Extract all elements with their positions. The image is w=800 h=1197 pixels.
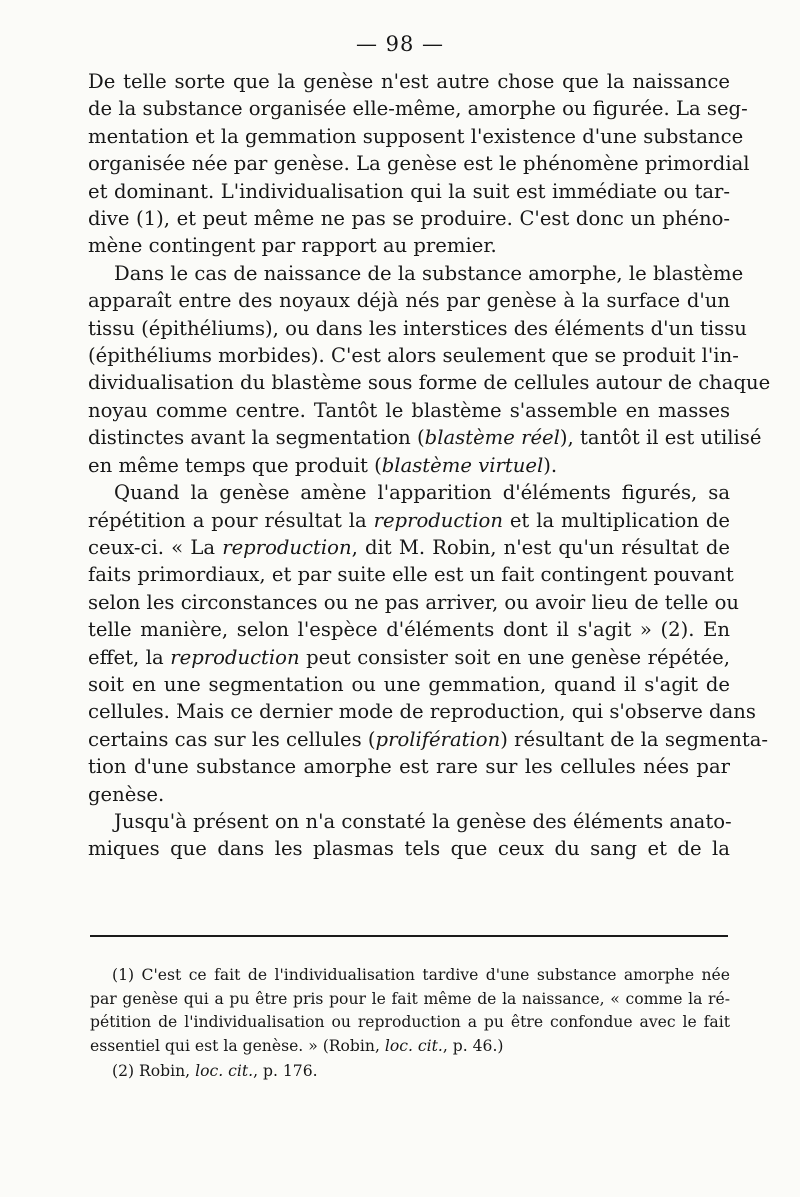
italic-term: reproduction — [373, 508, 503, 532]
paragraph-1 — [88, 68, 750, 260]
text-run: en même temps que produit ( — [88, 453, 382, 477]
text-run: ), tantôt il est utilisé — [559, 426, 762, 450]
text-line — [88, 534, 730, 561]
text-line: de la substance organisée elle-même, amorphe ou figurée. La seg- — [88, 97, 748, 121]
body-text — [88, 68, 771, 863]
italic-term: loc. cit. — [195, 1062, 254, 1081]
text-line: Quand la genèse amène l'apparition d'éléments figurés, sa — [114, 481, 730, 505]
page-number: — 98 — — [355, 32, 445, 56]
text-line — [88, 452, 730, 479]
text-line: mène contingent par rapport au premier. — [88, 234, 497, 258]
text-run: et la multiplication de — [502, 508, 730, 532]
text-line — [88, 507, 730, 534]
text-line: genèse. — [88, 782, 165, 806]
footnote-line — [90, 1060, 730, 1084]
text-run: (2) Robin, — [112, 1062, 196, 1081]
paragraph-3 — [88, 479, 768, 808]
text-line — [88, 644, 730, 671]
italic-term: prolifération — [375, 727, 501, 751]
text-line: tion d'une substance amorphe est rare sur les cellules nées par — [88, 755, 730, 779]
text-run: effet, la — [88, 645, 171, 669]
text-line — [88, 424, 762, 451]
italic-term: reproduction — [222, 535, 352, 559]
text-line: soit en une segmentation ou une gemmation, quand il s'agit de — [88, 672, 730, 696]
text-line: dive (1), et peut même ne pas se produire. C'est donc un phéno- — [88, 207, 730, 231]
text-line: telle manière, selon l'espèce d'éléments dont il s'agit » (2). En — [88, 618, 730, 642]
text-line: et dominant. L'individualisation qui la suit est immédiate ou tar- — [88, 179, 730, 203]
text-run: , p. 46.) — [442, 1036, 504, 1055]
text-line: Dans le cas de naissance de la substance amorphe, le blastème — [114, 261, 744, 285]
text-line — [88, 726, 768, 753]
text-run: , dit M. Robin, n'est qu'un résultat de — [351, 535, 730, 559]
footnote-line: par genèse qui a pu être pris pour le fait même de la naissance, « comme la ré- — [90, 989, 730, 1008]
footnote-line: pétition de l'individualisation ou reproduction a pu être confondue avec le fait — [90, 1013, 730, 1032]
italic-term: reproduction — [170, 645, 300, 669]
text-line: noyau comme centre. Tantôt le blastème s'assemble en masses — [88, 398, 730, 422]
text-line: apparaît entre des noyaux déjà nés par genèse à la surface d'un — [88, 289, 730, 313]
italic-term: blastème réel — [424, 426, 560, 450]
italic-term: loc. cit. — [384, 1036, 443, 1055]
footnotes — [90, 964, 730, 1084]
footnote-2 — [90, 1060, 730, 1084]
text-line: dividualisation du blastème sous forme de cellules autour de chaque — [88, 371, 771, 395]
text-line: tissu (épithéliums), ou dans les interstices des éléments d'un tissu — [88, 316, 747, 340]
text-run: distinctes avant la segmentation ( — [88, 426, 425, 450]
footnote-separator — [90, 935, 728, 937]
text-run: ). — [543, 453, 558, 477]
italic-term: blastème virtuel — [381, 453, 544, 477]
text-run: ceux-ci. « La — [88, 535, 223, 559]
text-run: répétition a pour résultat la — [88, 508, 374, 532]
text-line: (épithéliums morbides). C'est alors seulement que se produit l'in- — [88, 344, 739, 368]
text-line: De telle sorte que la genèse n'est autre chose que la naissance — [88, 70, 730, 93]
text-line: organisée née par genèse. La genèse est le phénomène primordial — [88, 152, 750, 176]
paragraph-2 — [88, 260, 771, 479]
text-run: essentiel qui est la genèse. » (Robin, — [90, 1036, 385, 1055]
paragraph-4 — [88, 808, 730, 863]
footnote-line — [90, 1035, 730, 1059]
footnote-line: (1) C'est ce fait de l'individualisation tardive d'une substance amorphe née — [112, 966, 730, 984]
footnote-1 — [90, 964, 730, 1058]
text-run: peut consister soit en une genèse répétée, — [299, 645, 730, 669]
text-line: mentation et la gemmation supposent l'existence d'une substance — [88, 124, 744, 148]
text-line: miques que dans les plasmas tels que ceux du sang et de la — [88, 837, 730, 861]
text-run: ) résultant de la segmenta- — [500, 727, 768, 751]
text-line: Jusqu'à présent on n'a constaté la genèse des éléments anato- — [114, 809, 732, 833]
text-line: faits primordiaux, et par suite elle est un fait contingent pouvant — [88, 563, 734, 587]
text-line: cellules. Mais ce dernier mode de reproduction, qui s'observe dans — [88, 700, 756, 724]
text-run: certains cas sur les cellules ( — [88, 727, 376, 751]
text-line: selon les circonstances ou ne pas arriver, ou avoir lieu de telle ou — [88, 590, 740, 614]
text-run: , p. 176. — [253, 1062, 318, 1081]
